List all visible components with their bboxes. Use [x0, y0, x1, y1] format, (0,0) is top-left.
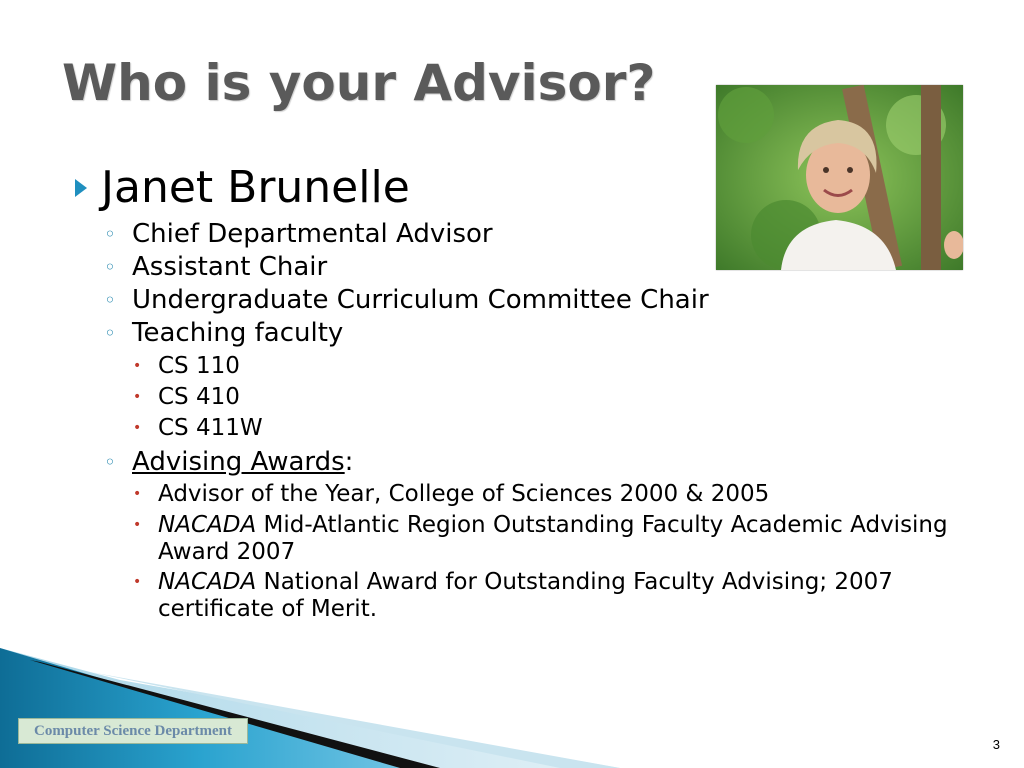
award-item	[133, 512, 968, 566]
circle-bullet-icon: ◦	[104, 321, 116, 345]
dot-bullet-icon: •	[133, 389, 142, 405]
role-text: Undergraduate Curriculum Committee Chair	[132, 285, 709, 315]
course-item	[133, 384, 968, 411]
slide-title: Who is your Advisor?	[62, 54, 656, 112]
course-item	[133, 415, 968, 442]
awards-heading-item	[104, 447, 353, 477]
advisor-name: Janet Brunelle	[101, 162, 410, 213]
award-text: Advisor of the Year, College of Sciences 2000 & 2005	[158, 481, 770, 507]
award-item	[133, 481, 968, 508]
circle-bullet-icon: ◦	[104, 450, 116, 474]
award-emphasis: NACADA	[158, 569, 257, 595]
dot-bullet-icon: •	[133, 486, 142, 502]
department-label: Computer Science Department	[18, 718, 248, 744]
dot-bullet-icon: •	[133, 358, 142, 374]
dot-bullet-icon: •	[133, 517, 142, 533]
course-text: CS 110	[158, 353, 240, 379]
role-text: Chief Departmental Advisor	[132, 219, 493, 249]
role-item	[104, 285, 709, 315]
triangle-arrow-icon	[75, 179, 87, 197]
course-text: CS 411W	[158, 415, 263, 441]
dot-bullet-icon: •	[133, 420, 142, 436]
award-text: National Award for Outstanding Faculty Advising; 2007 certificate of Merit.	[158, 569, 893, 622]
course-item	[133, 353, 968, 380]
role-item	[104, 252, 327, 282]
award-text: Mid-Atlantic Region Outstanding Faculty Academic Advising Award 2007	[158, 512, 948, 565]
awards-colon: :	[344, 447, 354, 477]
role-item	[104, 318, 343, 348]
role-text: Assistant Chair	[132, 252, 328, 282]
role-item	[104, 219, 493, 249]
page-number: 3	[992, 737, 1000, 752]
advisor-photo	[716, 85, 963, 270]
advisor-name-item	[75, 160, 410, 216]
dot-bullet-icon: •	[133, 574, 142, 590]
role-text: Teaching faculty	[132, 318, 344, 348]
awards-heading: Advising Awards	[132, 447, 345, 477]
circle-bullet-icon: ◦	[104, 288, 116, 312]
circle-bullet-icon: ◦	[104, 255, 116, 279]
course-text: CS 410	[158, 384, 240, 410]
award-emphasis: NACADA	[158, 512, 257, 538]
circle-bullet-icon: ◦	[104, 222, 116, 246]
